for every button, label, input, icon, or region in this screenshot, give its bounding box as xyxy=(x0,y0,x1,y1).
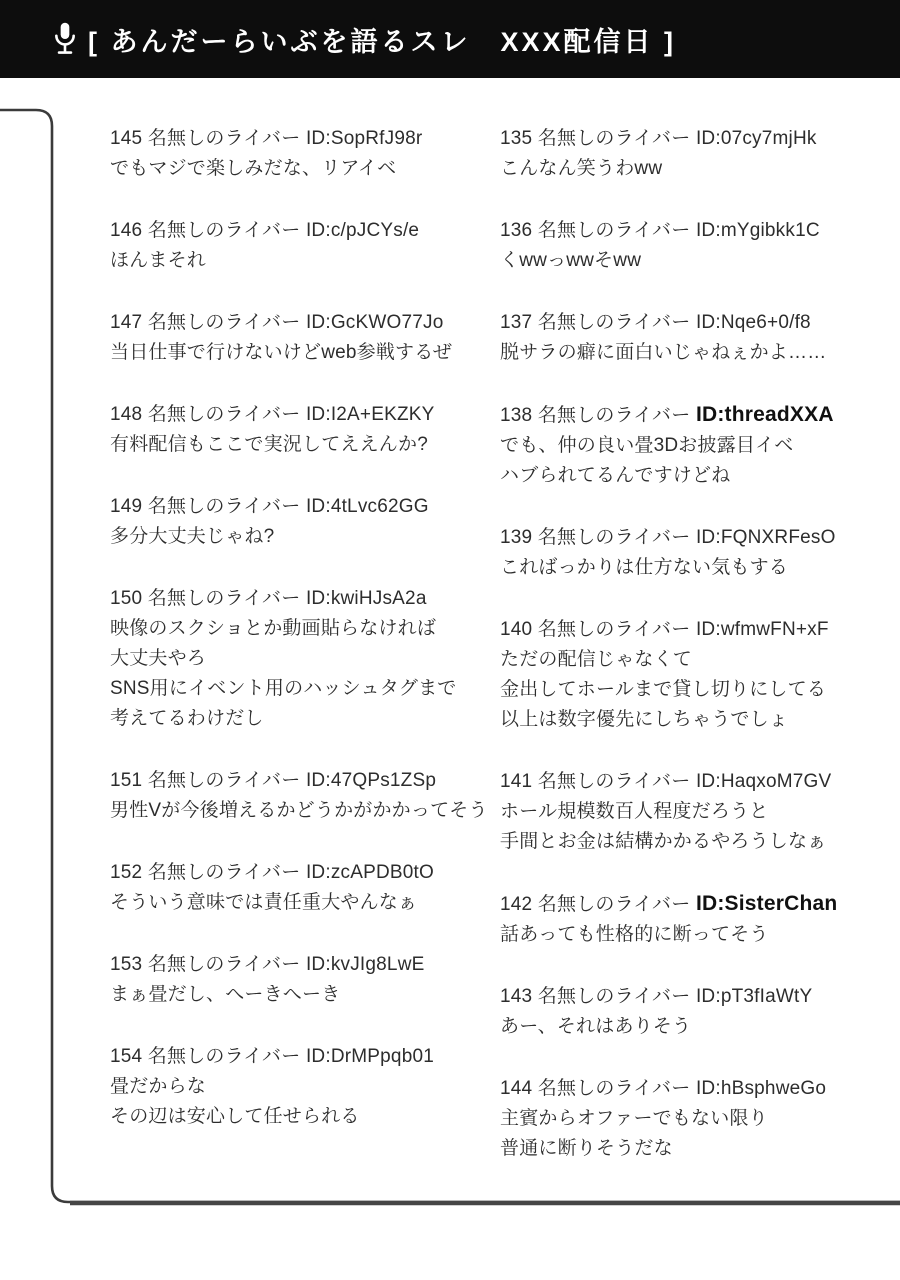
post-line: こればっかりは仕方ない気もする xyxy=(500,557,789,578)
post xyxy=(110,950,500,1010)
poster-id: ID:wfmwFN+xF xyxy=(695,619,829,640)
post xyxy=(500,308,890,368)
post xyxy=(500,982,890,1042)
poster-id: ID:zcAPDB0tO xyxy=(305,862,434,883)
post-header xyxy=(500,216,890,246)
post-line: ほんまそれ xyxy=(110,250,207,271)
post-line: その辺は安心して任せられる xyxy=(110,1106,360,1127)
post-number: 149 xyxy=(110,496,143,517)
post xyxy=(110,492,500,552)
post-line: SNS用にイベント用のハッシュタグまで xyxy=(110,678,457,699)
post-line: ホール規模数百人程度だろうと xyxy=(500,801,769,822)
post-header xyxy=(110,766,500,796)
poster-name: 名無しのライバー xyxy=(147,496,301,517)
post-header xyxy=(500,124,890,154)
post-header xyxy=(500,308,890,338)
post-line: 考えてるわけだし xyxy=(110,708,264,729)
thread-column-left xyxy=(110,124,500,1196)
post-number: 147 xyxy=(110,312,143,333)
poster-name: 名無しのライバー xyxy=(537,128,691,149)
post-line: でも、仲の良い畳3Dお披露目イベ xyxy=(500,435,794,456)
post-line: こんなん笑うわww xyxy=(500,158,663,179)
post-line: くwwっwwそww xyxy=(500,250,642,271)
post-line: 多分大丈夫じゃね? xyxy=(110,526,275,547)
post xyxy=(500,615,890,735)
post-line: 映像のスクショとか動画貼らなければ xyxy=(110,618,437,639)
post-number: 136 xyxy=(500,220,533,241)
post-number: 143 xyxy=(500,986,533,1007)
poster-id: ID:DrMPpqb01 xyxy=(305,1046,434,1067)
poster-id: ID:07cy7mjHk xyxy=(695,128,817,149)
poster-id: ID:kwiHJsA2a xyxy=(305,588,427,609)
poster-id: ID:FQNXRFesO xyxy=(695,527,836,548)
post xyxy=(500,400,890,491)
post-number: 140 xyxy=(500,619,533,640)
post xyxy=(500,124,890,184)
post-header xyxy=(110,400,500,430)
post-number: 144 xyxy=(500,1078,533,1099)
post-header xyxy=(500,767,890,797)
poster-id: ID:4tLvc62GG xyxy=(305,496,429,517)
post-line: ハブられてるんですけどね xyxy=(500,465,731,486)
post-header xyxy=(110,492,500,522)
post xyxy=(500,216,890,276)
poster-name: 名無しのライバー xyxy=(147,954,301,975)
post-number: 148 xyxy=(110,404,143,425)
post-line: 男性Vが今後増えるかどうかがかかってそう xyxy=(110,800,488,821)
post xyxy=(110,1042,500,1132)
post-line: ただの配信じゃなくて xyxy=(500,649,693,670)
post-header xyxy=(110,950,500,980)
post-number: 150 xyxy=(110,588,143,609)
post-header xyxy=(500,982,890,1012)
post-line: 有料配信もここで実況してええんか? xyxy=(110,434,428,455)
post xyxy=(110,124,500,184)
post-number: 154 xyxy=(110,1046,143,1067)
post-header xyxy=(110,1042,500,1072)
post-header xyxy=(500,615,890,645)
poster-name: 名無しのライバー xyxy=(147,588,301,609)
post-number: 146 xyxy=(110,220,143,241)
poster-id: ID:GcKWO77Jo xyxy=(305,312,444,333)
post-number: 152 xyxy=(110,862,143,883)
poster-id: ID:I2A+EKZKY xyxy=(305,404,435,425)
post xyxy=(500,1074,890,1164)
poster-id: ID:SopRfJ98r xyxy=(305,128,423,149)
post-number: 142 xyxy=(500,894,533,915)
post-header xyxy=(110,308,500,338)
post-line: 普通に断りそうだな xyxy=(500,1138,673,1159)
post-number: 137 xyxy=(500,312,533,333)
poster-id: ID:47QPs1ZSp xyxy=(305,770,437,791)
poster-name: 名無しのライバー xyxy=(147,404,301,425)
post xyxy=(500,889,890,950)
post-line: 脱サラの癖に面白いじゃねぇかよ…… xyxy=(500,342,827,363)
poster-name: 名無しのライバー xyxy=(147,220,301,241)
thread-title-bar xyxy=(0,0,900,78)
post-header xyxy=(500,1074,890,1104)
post xyxy=(110,400,500,460)
poster-name: 名無しのライバー xyxy=(147,312,301,333)
poster-id: ID:mYgibkk1C xyxy=(695,220,820,241)
poster-name: 名無しのライバー xyxy=(537,1078,691,1099)
post-line: でもマジで楽しみだな、リアイベ xyxy=(110,158,397,179)
thread-content xyxy=(0,78,900,1196)
post-number: 151 xyxy=(110,770,143,791)
poster-name: 名無しのライバー xyxy=(147,128,301,149)
poster-name: 名無しのライバー xyxy=(537,527,691,548)
post xyxy=(500,767,890,857)
poster-name: 名無しのライバー xyxy=(147,1046,301,1067)
post-line: 畳だからな xyxy=(110,1076,207,1097)
post-number: 145 xyxy=(110,128,143,149)
post-number: 138 xyxy=(500,405,533,426)
poster-name: 名無しのライバー xyxy=(537,405,691,426)
thread-title: [ あんだーらいぶを語るスレ XXX配信日 ] xyxy=(88,26,677,57)
poster-name: 名無しのライバー xyxy=(147,770,301,791)
post-line: そういう意味では責任重大やんなぁ xyxy=(110,892,418,913)
post-header xyxy=(110,124,500,154)
post-line: 主賓からオファーでもない限り xyxy=(500,1108,768,1129)
poster-name: 名無しのライバー xyxy=(537,986,691,1007)
poster-name: 名無しのライバー xyxy=(537,619,691,640)
poster-id: ID:c/pJCYs/e xyxy=(305,220,420,241)
poster-id: ID:threadXXA xyxy=(695,403,834,426)
poster-name: 名無しのライバー xyxy=(147,862,301,883)
post xyxy=(110,584,500,734)
poster-name: 名無しのライバー xyxy=(537,312,691,333)
post-header xyxy=(110,216,500,246)
post xyxy=(110,216,500,276)
poster-id: ID:kvJIg8LwE xyxy=(305,954,425,975)
poster-name: 名無しのライバー xyxy=(537,894,691,915)
poster-id: ID:pT3fIaWtY xyxy=(695,986,813,1007)
post-header xyxy=(110,858,500,888)
microphone-icon xyxy=(52,21,78,57)
post-number: 139 xyxy=(500,527,533,548)
post-header xyxy=(500,523,890,553)
post-line: 以上は数字優先にしちゃうでしょ xyxy=(500,709,789,730)
post-header xyxy=(500,400,890,431)
poster-name: 名無しのライバー xyxy=(537,220,691,241)
post-number: 153 xyxy=(110,954,143,975)
poster-id: ID:hBsphweGo xyxy=(695,1078,827,1099)
post-header xyxy=(110,584,500,614)
post-header xyxy=(500,889,890,920)
post-number: 141 xyxy=(500,771,533,792)
post-line: 当日仕事で行けないけどweb参戦するぜ xyxy=(110,342,453,363)
post xyxy=(110,766,500,826)
post-line: 手間とお金は結構かかるやろうしなぁ xyxy=(500,831,827,852)
poster-id: ID:Nqe6+0/f8 xyxy=(695,312,811,333)
post-line: 金出してホールまで貸し切りにしてる xyxy=(500,679,827,700)
poster-id: ID:SisterChan xyxy=(695,892,838,915)
poster-id: ID:HaqxoM7GV xyxy=(695,771,832,792)
thread-column-right xyxy=(500,124,890,1196)
post-line: 話あっても性格的に断ってそう xyxy=(500,924,769,945)
post-number: 135 xyxy=(500,128,533,149)
post-line: まぁ畳だし、へーきへーき xyxy=(110,984,341,1005)
post xyxy=(110,308,500,368)
post-line: あー、それはありそう xyxy=(500,1016,692,1037)
post-line: 大丈夫やろ xyxy=(110,648,207,669)
post xyxy=(500,523,890,583)
poster-name: 名無しのライバー xyxy=(537,771,691,792)
post xyxy=(110,858,500,918)
